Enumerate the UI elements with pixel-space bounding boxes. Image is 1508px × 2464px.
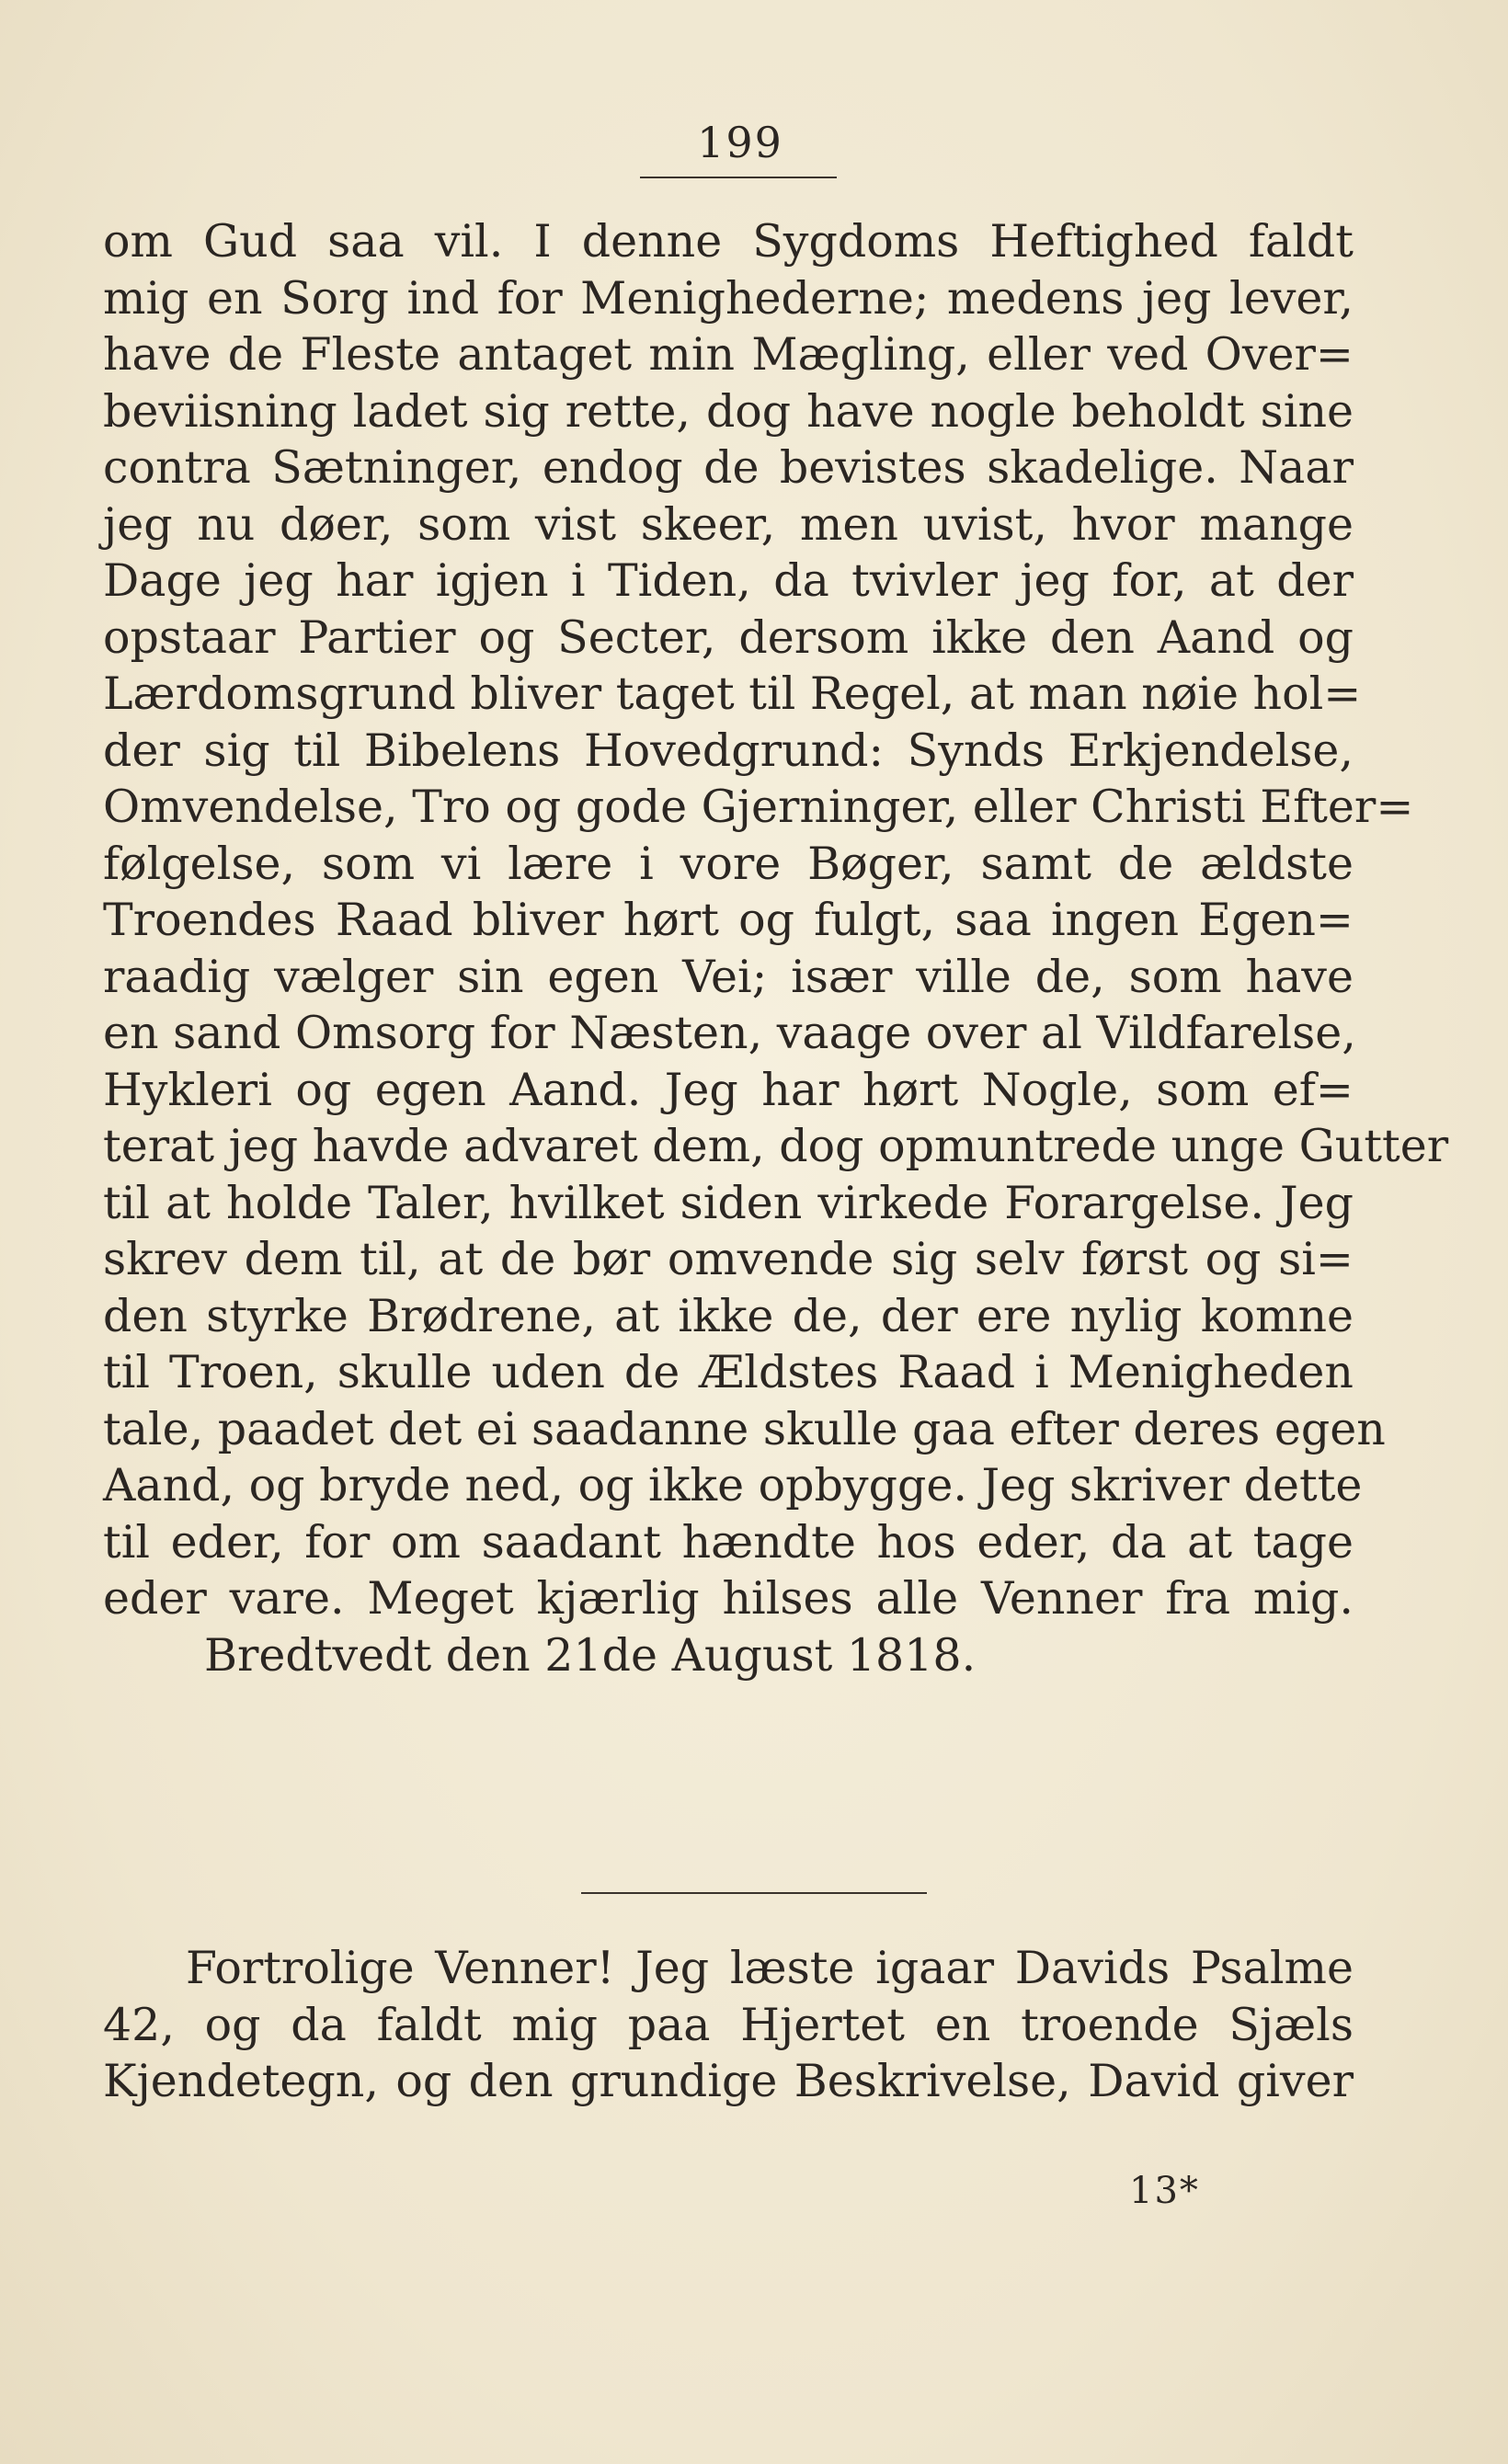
text-line: terat jeg havde advaret dem, dog opmuntrede unge Gutter — [103, 1120, 1449, 1172]
text-line: Lærdomsgrund bliver taget til Regel, at man nøie hol= — [103, 667, 1362, 720]
text-line: til eder, for om saadant hændte hos eder, da at tage — [103, 1515, 1354, 1569]
text-line: Dage jeg har igjen i Tiden, da tvivler jeg for, at der — [103, 554, 1354, 607]
page-number: 199 — [697, 118, 783, 167]
text-line: raadig vælger sin egen Vei; især ville de, som have — [103, 950, 1354, 1003]
text-line: følgelse, som vi lære i vore Bøger, samt de ældste — [103, 837, 1354, 890]
text-line: Hykleri og egen Aand. Jeg har hørt Nogle, som ef= — [103, 1063, 1354, 1116]
text-line: eder vare. Meget kjærlig hilses alle Venner fra mig. — [103, 1572, 1354, 1625]
signature-mark: 13* — [1129, 2170, 1200, 2212]
text-line: contra Sætninger, endog de bevistes skadelige. Naar — [103, 441, 1354, 494]
text-line: Troendes Raad bliver hørt og fulgt, saa ingen Egen= — [103, 894, 1354, 946]
text-line: en sand Omsorg for Næsten, vaage over al Vildfarelse, — [103, 1007, 1356, 1059]
text-line: til Troen, skulle uden de Ældstes Raad i Menigheden — [103, 1346, 1354, 1398]
text-line: Fortrolige Venner! Jeg læste igaar Davids Psalme — [186, 1942, 1354, 1994]
next-letter-opening — [103, 1940, 1354, 2110]
text-line: Omvendelse, Tro og gode Gjerninger, eller Christi Efter= — [103, 781, 1414, 833]
text-line: jeg nu døer, som vist skeer, men uvist, hvor mange — [103, 497, 1354, 551]
text-line: den styrke Brødrene, at ikke de, der ere nylig komne — [103, 1289, 1354, 1342]
text-line: mig en Sorg ind for Menighederne; medens jeg lever, — [103, 271, 1354, 325]
text-line: tale, paadet det ei saadanne skulle gaa efter deres egen — [103, 1402, 1386, 1455]
text-line: om Gud saa vil. I denne Sygdoms Heftighed faldt — [103, 215, 1354, 268]
text-line: Aand, og bryde ned, og ikke opbygge. Jeg skriver dette — [103, 1459, 1363, 1511]
text-line: opstaar Partier og Secter, dersom ikke den Aand og — [103, 610, 1354, 664]
text-line: til at holde Taler, hvilket siden virkede Forargelse. Jeg — [103, 1176, 1354, 1229]
text-line: Kjendetegn, og den grundige Beskrivelse, David giver — [103, 2055, 1354, 2107]
section-divider — [581, 1892, 927, 1894]
text-line: have de Fleste antaget min Mægling, eller ved Over= — [103, 328, 1354, 381]
text-line: der sig til Bibelens Hovedgrund: Synds Erkjendelse, — [103, 724, 1354, 777]
text-line: skrev dem til, at de bør omvende sig selv først og si= — [103, 1233, 1354, 1285]
letter-body — [103, 213, 1449, 1683]
page-number-rule — [640, 177, 837, 178]
dateline: Bredtvedt den 21de August 1818. — [204, 1628, 977, 1682]
text-line: 42, og da faldt mig paa Hjertet en troende Sjæls — [103, 1998, 1354, 2051]
text-line: beviisning ladet sig rette, dog have nogle beholdt sine — [103, 384, 1354, 438]
